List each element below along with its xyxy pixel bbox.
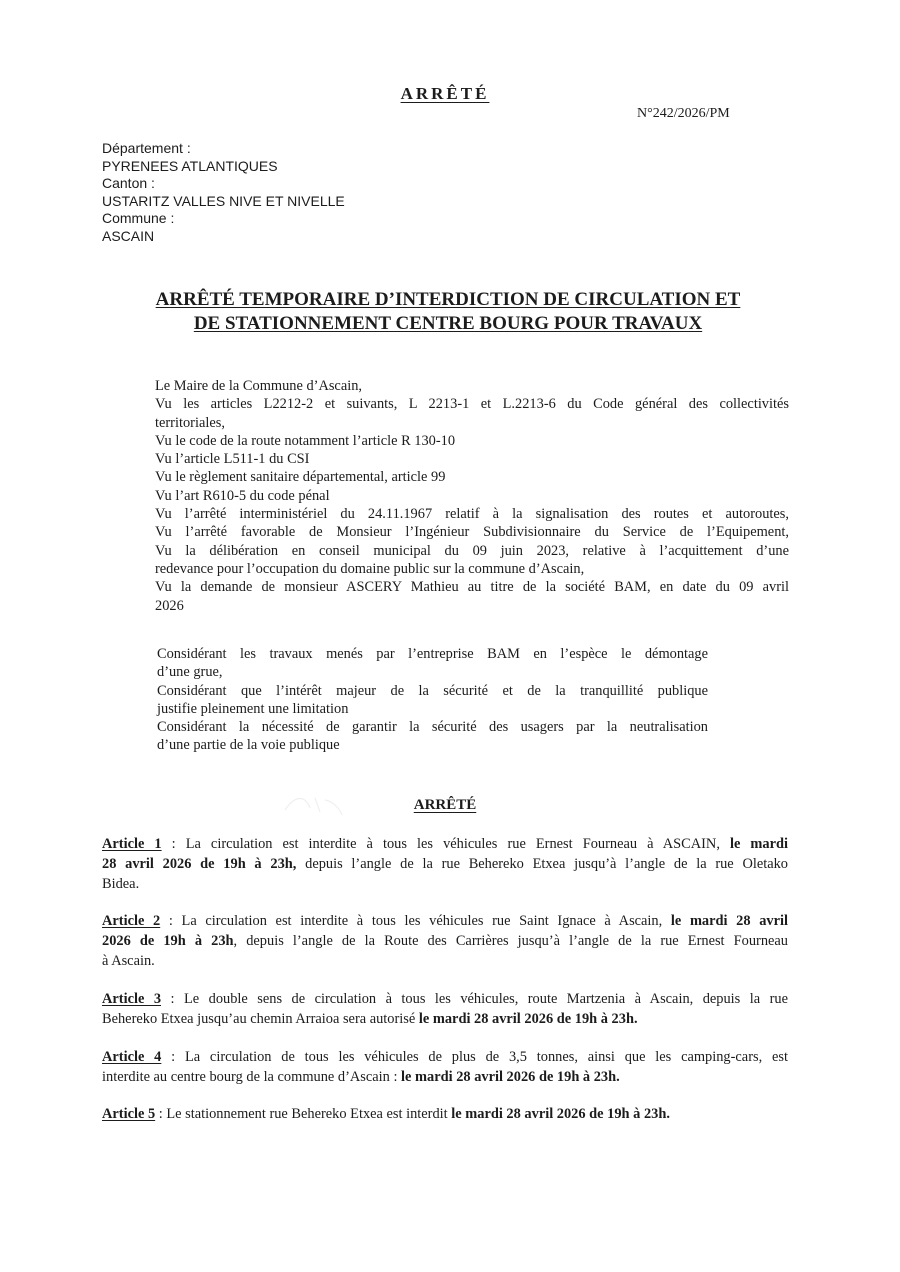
article-separator: : (160, 913, 182, 929)
visa-line: 2026 (155, 597, 184, 614)
visa-line: Vu le code de la route notamment l’article R 130-10 (155, 432, 456, 449)
visa-line: Vu l’arrêté favorable de Monsieur l’Ingénieur Subdivisionnaire du Service de l’Equipement, (155, 524, 789, 541)
visa-line: Vu le règlement sanitaire départemental, article 99 (155, 469, 446, 486)
commune-label: Commune : (102, 210, 175, 227)
article-separator: : (155, 1106, 167, 1122)
considerant-line: d’une grue, (157, 664, 223, 681)
reference-number: N°242/2026/PM (637, 106, 730, 121)
main-title-line-2: DE STATIONNEMENT CENTRE BOURG POUR TRAVAUX (193, 313, 703, 334)
article-label: Article 5 (102, 1106, 156, 1122)
article-4 (102, 1047, 788, 1087)
article-date: le mardi 28 avril 2026 de 19h à 23h. (401, 1069, 620, 1085)
article-text: La circulation est interdite à tous les véhicules rue Ernest Fourneau à ASCAIN, (185, 836, 720, 852)
article-text: interdite au centre bourg de la commune d’Ascain : (102, 1069, 398, 1085)
main-title-line-1: ARRÊTÉ TEMPORAIRE D’INTERDICTION DE CIRCULATION ET (155, 289, 741, 310)
considerants-section (157, 645, 708, 755)
visas-section (155, 377, 789, 615)
departement-value: PYRENEES ATLANTIQUES (102, 157, 278, 174)
article-text: La circulation est interdite à tous les véhicules rue Saint Ignace à Ascain, (181, 913, 663, 929)
article-date: 28 avril 2026 de 19h à 23h, (102, 856, 297, 872)
article-text: depuis l’angle de la rue Behereko Etxea jusqu’à l’angle de la rue Oletako (305, 856, 788, 872)
document-title: ARRÊTÉ (400, 84, 490, 103)
article-text: Bidea. (102, 876, 140, 892)
article-text: , depuis l’angle de la Route des Carrières jusqu’à l’angle de la rue Ernest Fourneau (233, 933, 788, 949)
considerant-line: Considérant la nécessité de garantir la sécurité des usagers par la neutralisation (157, 719, 708, 736)
article-text: à Ascain. (102, 953, 155, 969)
article-separator: : (161, 836, 186, 852)
article-date: le mardi 28 avril (670, 913, 789, 929)
article-label: Article 4 (102, 1049, 162, 1065)
visa-line: Vu la demande de monsieur ASCERY Mathieu au titre de la société BAM, en date du 09 avril (155, 579, 789, 596)
visa-line: Vu l’arrêté interministériel du 24.11.1967 relatif à la signalisation des routes et autoroutes, (155, 506, 789, 523)
commune-value: ASCAIN (102, 227, 155, 244)
article-separator: : (161, 991, 184, 1007)
faint-stamp-mark (280, 790, 350, 820)
main-title (60, 288, 836, 336)
considerant-line: justifie pleinement une limitation (157, 700, 349, 717)
article-date: le mardi (729, 836, 788, 852)
visa-line: Vu les articles L2212-2 et suivants, L 2213-1 et L.2213-6 du Code général des collectivités (155, 396, 789, 413)
article-date: le mardi 28 avril 2026 de 19h à 23h. (451, 1106, 670, 1122)
article-label: Article 3 (102, 991, 162, 1007)
article-date: le mardi 28 avril 2026 de 19h à 23h. (418, 1011, 638, 1027)
article-5 (102, 1104, 788, 1124)
article-text: Le double sens de circulation à tous les véhicules, route Martzenia à Ascain, depuis la rue (183, 991, 788, 1007)
article-2 (102, 911, 788, 971)
canton-value: USTARITZ VALLES NIVE ET NIVELLE (102, 192, 345, 209)
decision-heading: ARRÊTÉ (413, 797, 477, 813)
visa-line: Vu l’art R610-5 du code pénal (155, 487, 330, 504)
canton-label: Canton : (102, 175, 155, 192)
visa-line: territoriales, (155, 414, 225, 431)
visa-line: redevance pour l’occupation du domaine public sur la commune d’Ascain, (155, 560, 585, 577)
visa-line: Vu la délibération en conseil municipal du 09 juin 2023, relative à l’acquittement d’une (155, 542, 789, 559)
considerant-line: Considérant que l’intérêt majeur de la sécurité et de la tranquillité publique (157, 682, 708, 699)
visa-line: Vu l’article L511-1 du CSI (155, 451, 310, 468)
article-label: Article 1 (102, 836, 162, 852)
visa-line: Le Maire de la Commune d’Ascain, (155, 378, 362, 394)
article-date: 2026 de 19h à 23h (102, 933, 234, 949)
article-1 (102, 834, 788, 894)
article-text: Behereko Etxea jusqu’au chemin Arraioa sera autorisé (102, 1011, 416, 1027)
considerant-line: d’une partie de la voie publique (157, 737, 340, 754)
administrative-block (102, 140, 345, 246)
article-text: La circulation de tous les véhicules de plus de 3,5 tonnes, ainsi que les camping-cars, est (184, 1049, 788, 1065)
considerant-line: Considérant les travaux menés par l’entreprise BAM en l’espèce le démontage (157, 646, 708, 662)
article-separator: : (161, 1049, 185, 1065)
article-label: Article 2 (102, 913, 161, 929)
departement-label: Département : (102, 140, 191, 156)
article-text: Le stationnement rue Behereko Etxea est interdit (166, 1106, 448, 1122)
article-3 (102, 989, 788, 1029)
